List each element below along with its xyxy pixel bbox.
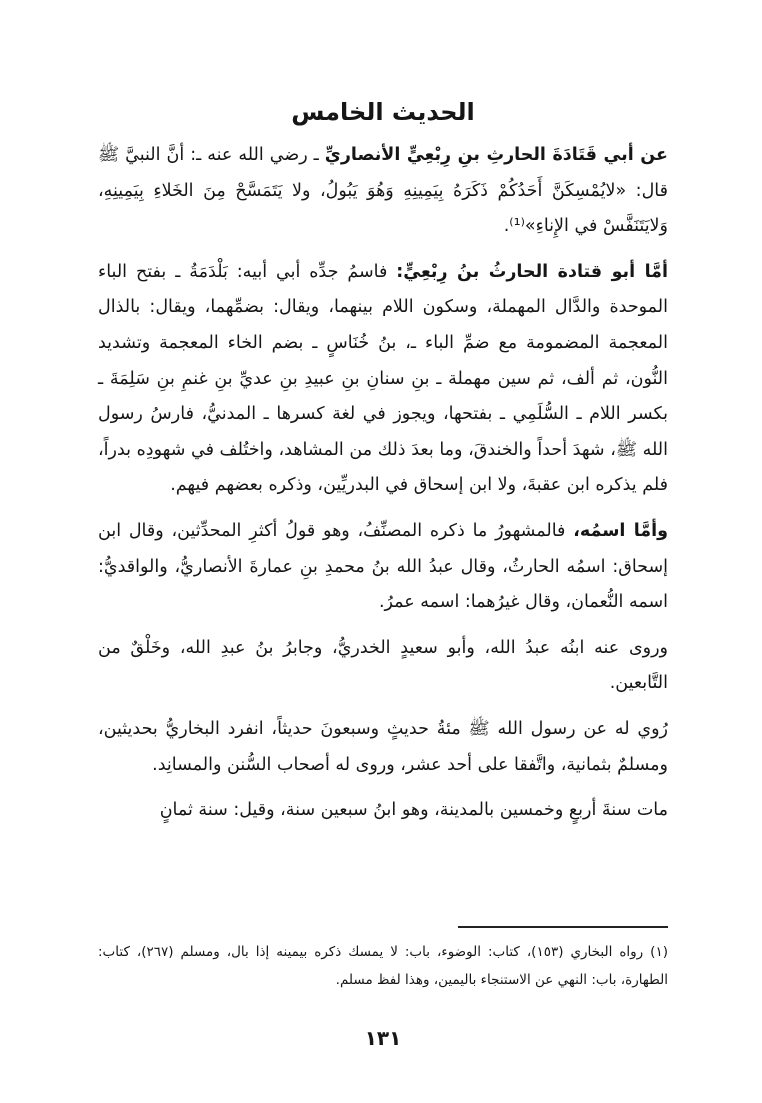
page-title: الحديث الخامس bbox=[291, 98, 475, 126]
paragraph-lead: عن أبي قَتَادَةَ الحارثِ بنِ رِبْعِيٍّ الأنصاريِّ bbox=[324, 145, 668, 165]
paragraph-death bbox=[98, 793, 668, 829]
paragraph-text: وروى عنه ابنُه عبدُ الله، وأبو سعيدٍ الخدريُّ، وجابرُ بنُ عبدِ الله، وخَلْقٌ من التَّابعين. bbox=[98, 637, 668, 694]
paragraph-hadith-count bbox=[98, 712, 668, 783]
paragraph-text: مات سنةَ أربعٍ وخمسين بالمدينة، وهو ابنُ سبعين سنة، وقيل: سنة ثمانٍ bbox=[159, 800, 668, 821]
book-page bbox=[98, 92, 668, 1082]
footnote: (١) رواه البخاري (١٥٣)، كتاب: الوضوء، باب: لا يمسك ذكره بيمينه إذا بال، ومسلم (٢٦٧)، كتاب: الطهارة، باب: النهي عن الاستنجاء باليمين، وهذا لفظ مسلم. bbox=[98, 944, 668, 988]
paragraph-hadith bbox=[98, 138, 668, 245]
paragraph-narrator bbox=[98, 255, 668, 504]
paragraph-text: فالمشهورُ ما ذكره المصنِّفُ، وهو قولُ أكثرِ المحدِّثين، وقال ابن إسحاق: اسمُه الحارثُ، وقال عبدُ الله بنُ محمدِ بنِ عمارةَ الأنصاريُّ، والواقديُّ: اسمه النُّعمان، وقال غيرُهما: اسمه عمرُ. bbox=[98, 520, 668, 613]
footnote-separator bbox=[458, 926, 668, 928]
paragraph-text: ـ رضي الله عنه ـ: أنَّ النبيَّ ﷺ قال: «لايُمْسِكَنَّ أَحَدُكُمْ ذَكَرَهُ بِيَمِينِهِ وَهُوَ يَبُولُ، ولا يَتَمَسَّحْ مِنَ الخَلاءِ بِيَمِينِهِ، وَلايَتَنَفَّسْ في الإِناءِ»⁽¹⁾. bbox=[98, 145, 668, 237]
paragraph-lead: وأمَّا اسمُه، bbox=[573, 520, 669, 541]
paragraph-text: رُوي له عن رسول الله ﷺ مئةُ حديثٍ وسبعونَ حديثاً، انفرد البخاريُّ بحديثين، ومسلمٌ بثمانية، واتَّفقا على أحد عشر، وروى له أصحاب السُّنن والمسانِد. bbox=[98, 718, 668, 775]
paragraph-narrators-from bbox=[98, 631, 668, 702]
paragraph-lead: أمَّا أبو قتادة الحارثُ بنُ رِبْعِيٍّ: bbox=[396, 261, 668, 282]
page-number: ١٣١ bbox=[364, 1026, 402, 1050]
paragraph-name bbox=[98, 514, 668, 621]
paragraph-text: فاسمُ جدِّه أبي أبيه: بَلْدَمَةُ ـ بفتح الباء الموحدة والدَّال المهملة، وسكون اللام بينهما، ويقال: بضمِّهما، ويقال: بالذال المعجمة المضمومة مع ضمِّ الباء ـ، بنُ خُنَاسٍ ـ بضم الخاء المعجمة وتشديد النُّون، ثم ألف، ثم سين مهملة ـ بنِ سنانِ بنِ عبيدِ بنِ عديِّ بنِ غنمِ بنِ سَلِمَةَ ـ بكسر اللام ـ السُّلَمِي ـ بفتحها، ويجوز في لغة كسرها ـ المدنيُّ، فارسُ رسول الله ﷺ، شهدَ أحداً والخندقَ، وما بعدَ ذلك من المشاهد، واختُلف في شهودِه بدراً، فلم يذكره ابن عقبةَ، ولا ابن إسحاق في البدريِّين، وذكره بعضهم فيهم. bbox=[98, 261, 668, 496]
